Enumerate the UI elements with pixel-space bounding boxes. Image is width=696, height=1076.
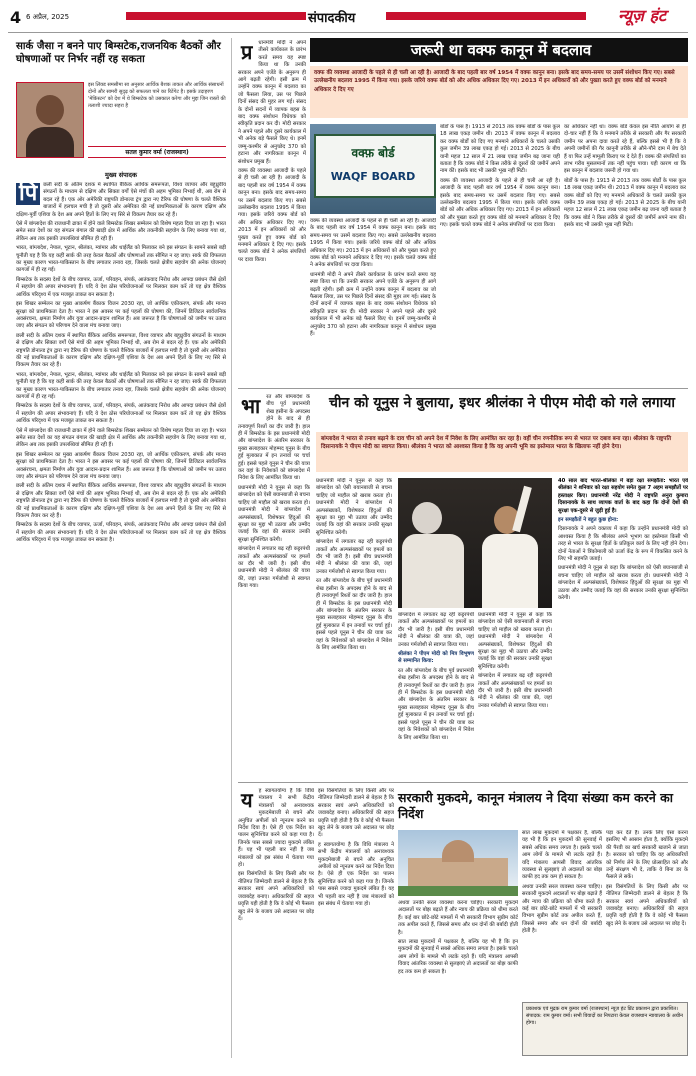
waqf-col-3 — [440, 124, 560, 384]
waqf-deck: वक्फ की व्यवस्था आजादी के पहले से ही चली आ रही है। आजादी के बाद पहली बार वर्ष 1954 में वक्फ कानून बना। इसके बाद समय-समय पर उसमें संशोधन किए गए। सबसे उल्लेखनीय बदलाव 1995 में किया गया। इसके जरिये वक्फ बोर्ड को और अधिक अधिकार दिए गए। 2013 में इन अधिकारों को और पुख्ता करते हुए वक्फ बोर्ड को मनमाने अधिकार दे दिए गए — [310, 66, 688, 118]
courts-col-1-text: ह स्वागतयोग्य है कि विधि मंत्रालय ने सभी केंद्रीय मंत्रालयों को अनावश्यक मुकदमेबाजी से बचने और अनुचित अपीलों को न्यूनतम करने का निर्देश दिया है। ऐसे ही एक निर्देश का पालन सुनिश्चित करने को कहा गया है। जिनके पास सबसे ज्यादा मुकदमे लंबित हैं। यह भी पहली बार नहीं है जब मंत्रालयों को इस संबंध में चेताया गया हो। — [238, 788, 314, 869]
page-date: 6 अप्रैल, 2025 — [26, 13, 70, 21]
waqf-sign-urdu: वक्फ़ बोर्ड — [351, 146, 395, 160]
courts-col-5-text: पड़ा कर देते हैं। उनके लिए ऐसा करना इसलिए भी आसान होता है, क्योंकि मुकदमे की पैरवी का खर्च सरकारी खजाने से जाता है। सरकार को चाहिए कि वह अधिकारियों को निर्णय लेने के लिए प्रोत्साहित करे और उन्हें संरक्षण भी दे, ताकि वे बिना डर के फैसले ले सकें। — [606, 830, 688, 881]
waqf-dropcap: प्र — [241, 40, 253, 64]
waqf-headline: जरूरी था वक्फ कानून में बदलाव — [410, 41, 592, 59]
supreme-court-photo — [398, 830, 518, 896]
left-para-1b: छली सदी के अंतिम दशक में स्थापित बैंकिक आर्थिक समरूपता, विश्व व्यापार और बहुध्रुवीय संगठनों के माध्यम से दक्षिण और सिक्ता वर्गों ऐसे मंचों की अहम भूमिका निभाई थी, अब रोम से बदल रहे हैं। एक ओर अमेरिकी राष्ट्रपति डोनाल्ड ट्रंप द्वारा नए टैरिफ की घोषणा के चलते वैश्विक बाजारों में हलचल मची है तो दूसरी ओर अमेरिका की नई प्राथमिकताओं के कारण दक्षिण और दक्षिण-पूर्वी एशिया के देश अब अपने हितों के लिए नए सिरे से विकल्प तैयार कर रहे हैं। — [16, 332, 226, 369]
waqf-sign-english: WAQF BOARD — [330, 170, 416, 183]
left-para-2b: ऐसे में बांग्लादेश की राजधानी ढाका में होने वाले बिम्सटेक शिखर सम्मेलन को विशेष महत्व दिया जा रहा है। भारत समेत सात देशों का यह संगठन बंगाल की खाड़ी क्षेत्र में आर्थिक और तकनीकी सहयोग के लिए बनाया गया था, लेकिन अब तक इसकी उपलब्धियां सीमित ही रही हैं। — [16, 427, 226, 449]
waqf-col-1 — [238, 40, 306, 382]
courts-col-4 — [522, 830, 602, 996]
header-rule-right — [386, 12, 586, 20]
section-divider-2 — [238, 782, 688, 783]
courts-dropcap: य — [241, 788, 253, 812]
waqf-col-2 — [310, 218, 436, 384]
courts-col-3-more: सात लाख मुकदमों में पक्षकार है, बल्कि यह भी है कि इन मुकदमों की सुनवाई में सबसे अधिक समय लगता है। इसके चलते आम लोगों के मामले भी लटके रहते हैं। यदि मंत्रालय आपसी विवाद आंतरिक व्यवस्था से सुलझाएं तो अदालतों का बोझ काफी हद तक कम हो सकता है। — [398, 939, 518, 975]
china-col-2-more: बांग्लादेश में लगातार बढ़ रही कट्टरपंथी ताकतें और अल्पसंख्यकों पर हमलों का दौर भी जारी है। इसी बीच प्रधानमंत्री मोदी ने श्रीलंका की यात्रा की, जहां उनका गर्मजोशी से स्वागत किया गया। — [316, 539, 392, 575]
china-deck: बांग्लादेश ने भारत से तनाव बढ़ाने के दाव चीन को अपने देश में निवेश के लिए आमंत्रित कर रहा है। वहीं चीन रणनीतिक रूप से भारत पर दबाव बना रहा। श्रीलंका के राष्ट्रपति दिसानायके ने पीएम मोदी का स्वागत किया। श्रीलंका ने भारत को आश्वस्त किया है कि वह अपनी भूमि का इस्तेमाल भारत के खिलाफ नहीं होने देगा। — [316, 432, 688, 472]
left-para-3b: भारत, बांग्लादेश, नेपाल, भूटान, श्रीलंका, म्यांमार और थाईलैंड को मिलाकर बने इस संगठन के सामने सबसे बड़ी चुनौती यह है कि यह कहीं सार्क की तरह केवल बैठकों और घोषणाओं तक सीमित न रह जाए। सार्क की विफलता का मुख्य कारण भारत-पाकिस्तान के बीच लगातार तनाव रहा, जिसके चलते क्षेत्रीय सहयोग की अनेक योजनाएं कागजों में ही रह गईं। — [16, 371, 226, 400]
courts-col-2-more: ह स्वागतयोग्य है कि विधि मंत्रालय ने सभी केंद्रीय मंत्रालयों को अनावश्यक मुकदमेबाजी से बचने और अनुचित अपीलों को न्यूनतम करने का निर्देश दिया है। ऐसे ही एक निर्देश का पालन सुनिश्चित करने को कहा गया है। जिनके पास सबसे ज्यादा मुकदमे लंबित हैं। यह भी पहली बार नहीं है जब मंत्रालयों को इस संबंध में चेताया गया हो। — [318, 841, 394, 908]
dropcap: पि — [16, 183, 40, 205]
china-col-1-text: रत और बांग्लादेश के बीच पूर्व प्रधानमंत्री शेख हसीना के अपदस्थ होने के बाद से ही तनावपूर्ण रिश्तों का दौर जारी है। हाल ही में बिम्सटेक के इस प्रधानमंत्री मोदी और बांग्लादेश के अंतरिम सरकार के मुख्य सलाहकार मोहम्मद यूनुस के बीच हुई मुलाकात में इन तनावों पर चर्चा हुई। इससे पहले यूनुस ने चीन की यात्रा कर वहां के निवेशकों को बांग्लादेश में निवेश के लिए आमंत्रित किया था। — [238, 394, 310, 482]
column-divider — [231, 38, 232, 1058]
waqf-col-1-text: धानमंत्री मोदी ने अपने तीसरे कार्यकाल के प्रारंभ करते समय यह स्पष्ट किया था कि उनकी सरकार अपने एजेंडे के अनुरूप ही आगे बढ़ती रहेगी। इसी क्रम में उन्होंने वक्फ कानून में बदलाव का जो फैसला लिया, उस पर पिछले दिनों संसद की मुहर लग गई। संसद के दोनों सदनों में व्यापक बहस के बाद वक्फ संशोधन विधेयक को स्वीकृति प्रदान कर दी। मोदी सरकार ने अपने पहले और दूसरे कार्यकाल में भी अनेक बड़े फैसले किए थे। इनमें जम्मू-कश्मीर से अनुच्छेद 370 को हटाना और नागरिकता कानून में संशोधन प्रमुख हैं। — [238, 40, 306, 165]
china-col-5-text: 40 साल बाद भारत-श्रीलंका में बड़ा रक्षा समझौता: भारत एवं श्रीलंका ने शनिवार को रक्षा सहयोग समेत कुल 7 अहम समझौतों पर हस्ताक्षर किए। प्रधानमंत्री नरेंद्र मोदी ने राष्ट्रपति अनुरा कुमारा दिसानायके के साथ व्यापक वार्ता के बाद कहा कि दोनों देशों की सुरक्षा एक-दूसरे से जुड़ी हुई है। — [558, 478, 688, 514]
header-rule-left — [126, 12, 306, 20]
left-para-4: बिम्सटेक के सदस्य देशों के बीच व्यापार, ऊर्जा, परिवहन, संपर्क, आतंकवाद निरोध और आपदा प्रबंधन जैसे क्षेत्रों में सहयोग की अपार संभावनाएं हैं। यदि ये देश ठोस परियोजनाओं पर मिलकर काम करें तो यह क्षेत्र वैश्विक आर्थिक परिदृश्य में एक मजबूत ताकत बन सकता है। — [16, 276, 226, 298]
courts-col-3-text: अथवा उनकी सरल व्यवस्था करना चाहिए। सरकारी मुकदमे अदालतों पर बोझ बढ़ाते हैं और न्याय की प्रक्रिया को धीमा करते हैं। कई बार छोटे-छोटे मामलों में भी सरकारी विभाग सुप्रीम कोर्ट तक अपील करते हैं, जिससे समय और धन दोनों की बर्बादी होती है। — [398, 900, 518, 936]
china-subhead-2: इन समझौतों ने बहुत कुछ होना: — [558, 517, 619, 524]
courts-headline: सरकारी मुकदमे, कानून मंत्रालय ने दिया संख्या कम करने का निर्देश — [398, 790, 674, 821]
left-para-4c: बिम्सटेक के सदस्य देशों के बीच व्यापार, ऊर्जा, परिवहन, संपर्क, आतंकवाद निरोध और आपदा प्रबंधन जैसे क्षेत्रों में सहयोग की अपार संभावनाएं हैं। यदि ये देश ठोस परियोजनाओं पर मिलकर काम करें तो यह क्षेत्र वैश्विक आर्थिक परिदृश्य में एक मजबूत ताकत बन सकता है। — [16, 522, 226, 544]
author-bio: इस लिंक्ड समसीमा सा अनुसार आर्थिक बैशक ताकत और आर्थिक संसाधनों दोनों और सामरी सुदृढ़ को सफलता पाने का रिटेंगेट है। इसके उदाहरण 'मेकिंस्टन' को देश में थे बिम्सटेक को उसकाल करेगा और मुद्दा जिन रास्तों की तलाशी ज्यादा सहरा है — [88, 82, 226, 109]
courts-col-4-more: अथवा उनकी सरल व्यवस्था करना चाहिए। सरकारी मुकदमे अदालतों पर बोझ बढ़ाते हैं और न्याय की प्रक्रिया को धीमा करते हैं। कई बार छोटे-छोटे मामलों में भी सरकारी विभाग सुप्रीम कोर्ट तक अपील करते हैं, जिससे समय और धन दोनों की बर्बादी होती है। — [522, 883, 602, 935]
left-para-4b: बिम्सटेक के सदस्य देशों के बीच व्यापार, ऊर्जा, परिवहन, संपर्क, आतंकवाद निरोध और आपदा प्रबंधन जैसे क्षेत्रों में सहयोग की अपार संभावनाएं हैं। यदि ये देश ठोस परियोजनाओं पर मिलकर काम करें तो यह क्षेत्र वैश्विक आर्थिक परिदृश्य में एक मजबूत ताकत बन सकता है। — [16, 403, 226, 425]
china-col-3-more: रत और बांग्लादेश के बीच पूर्व प्रधानमंत्री शेख हसीना के अपदस्थ होने के बाद से ही तनावपूर्ण रिश्तों का दौर जारी है। हाल ही में बिम्सटेक के इस प्रधानमंत्री मोदी और बांग्लादेश के अंतरिम सरकार के मुख्य सलाहकार मोहम्मद यूनुस के बीच हुई मुलाकात में इन तनावों पर चर्चा हुई। इससे पहले यूनुस ने चीन की यात्रा कर वहां के निवेशकों को बांग्लादेश में निवेश के लिए आमंत्रित किया था। — [398, 667, 474, 741]
section-title: संपादकीय — [308, 11, 356, 26]
left-para-5: इस शिखर सम्मेलन का मुख्य आकर्षण बैंकाक विजन 2030 रहा, जो आर्थिक एकीकरण, संपर्क और मानव सुरक्षा को प्राथमिकता देता है। भारत ने इस अवसर पर कई पहलों की घोषणा की, जिनमें डिजिटल सार्वजनिक अवसंरचना, क्षमता निर्माण और युवा आदान-प्रदान शामिल हैं। अब जरूरत है कि घोषणाओं को जमीन पर उतारा जाए और संगठन को परिणाम देने वाला मंच बनाया जाए। — [16, 301, 226, 330]
left-para-1: छली सदी के अंतिम दशक में स्थापित बैंकिक आर्थिक समरूपता, विश्व व्यापार और बहुध्रुवीय संगठनों के माध्यम से दक्षिण और सिक्ता वर्गों ऐसे मंचों की अहम भूमिका निभाई थी, अब रोम से बदल रहे हैं। एक ओर अमेरिकी राष्ट्रपति डोनाल्ड ट्रंप द्वारा नए टैरिफ की घोषणा के चलते वैश्विक बाजारों में हलचल मची है तो दूसरी ओर अमेरिका की नई प्राथमिकताओं के कारण दक्षिण और दक्षिण-पूर्वी एशिया के देश अब अपने हितों के लिए नए सिरे से विकल्प तैयार कर रहे हैं। — [16, 182, 226, 218]
waqf-col-4-more: बोर्डों के पास है। 1913 से 2013 तक वक्फ बोर्डों के पास कुल 18 लाख एकड़ जमीन थी। 2013 में वक्फ कानून में बदलाव कर वक्फ बोर्डों को दिए गए मनमाने अधिकारों के चलते उसकी कुल जमीन 39 लाख एकड़ हो गई। 2013 से 2025 के बीच यानी महज 12 साल में 21 लाख एकड़ जमीन बढ़ जाना यही बताता है कि वक्फ बोर्ड ने किस तरीके से दूसरों की जमीनें अपने नाम कीं। इसके बाद भी उसकी भूख नहीं मिटी। — [564, 177, 686, 229]
china-col-4-more: बांग्लादेश में लगातार बढ़ रही कट्टरपंथी ताकतें और अल्पसंख्यकों पर हमलों का दौर भी जारी है। इसी बीच प्रधानमंत्री मोदी ने श्रीलंका की यात्रा की, जहां उनका गर्मजोशी से स्वागत किया गया। — [478, 673, 552, 709]
china-subhead: श्रीलंका ने पीएम मोदी को मित्र विभूषण से सम्मानित किया: — [398, 651, 474, 665]
courts-col-1 — [238, 788, 314, 1058]
waqf-col-4 — [564, 124, 686, 384]
china-col-2-more2: रत और बांग्लादेश के बीच पूर्व प्रधानमंत्री शेख हसीना के अपदस्थ होने के बाद से ही तनावपूर्ण रिश्तों का दौर जारी है। हाल ही में बिम्सटेक के इस प्रधानमंत्री मोदी और बांग्लादेश के अंतरिम सरकार के मुख्य सलाहकार मोहम्मद यूनुस के बीच हुई मुलाकात में इन तनावों पर चर्चा हुई। इससे पहले यूनुस ने चीन की यात्रा कर वहां के निवेशकों को बांग्लादेश में निवेश के लिए आमंत्रित किया था। — [316, 578, 392, 651]
waqf-board-photo — [310, 124, 436, 214]
china-col-1-more: प्रधानमंत्री मोदी ने यूनुस से कहा कि बांग्लादेश को ऐसी बयानबाजी से बचना चाहिए जो माहौल को खराब करता हो। प्रधानमंत्री मोदी ने बांग्लादेश में अल्पसंख्यकों, विशेषकर हिंदुओं की सुरक्षा का मुद्दा भी उठाया और उम्मीद जताई कि वहां की सरकार उनकी सुरक्षा सुनिश्चित करेगी। — [238, 484, 310, 543]
modi-dissanayake-photo — [398, 478, 552, 608]
china-col-4 — [478, 612, 552, 778]
china-col-2 — [316, 478, 392, 778]
left-body — [16, 182, 226, 1054]
courts-col-4-text: सात लाख मुकदमों में पक्षकार है, बल्कि यह भी है कि इन मुकदमों की सुनवाई में सबसे अधिक समय लगता है। इसके चलते आम लोगों के मामले भी लटके रहते हैं। यदि मंत्रालय आपसी विवाद आंतरिक व्यवस्था से सुलझाएं तो अदालतों का बोझ काफी हद तक कम हो सकता है। — [522, 830, 602, 881]
left-headline: सार्क जैसा न बनने पाए बिम्सटेक,राजनयिक बैठकों और घोषणाओं पर निर्भर नहीं रह सकता — [16, 41, 221, 65]
left-para-3: भारत, बांग्लादेश, नेपाल, भूटान, श्रीलंका, म्यांमार और थाईलैंड को मिलाकर बने इस संगठन के सामने सबसे बड़ी चुनौती यह है कि यह कहीं सार्क की तरह केवल बैठकों और घोषणाओं तक सीमित न रह जाए। सार्क की विफलता का मुख्य कारण भारत-पाकिस्तान के बीच लगातार तनाव रहा, जिसके चलते क्षेत्रीय सहयोग की अनेक योजनाएं कागजों में ही रह गईं। — [16, 245, 226, 274]
waqf-col-2-text: वक्फ की व्यवस्था आजादी के पहले से ही चली आ रही है। आजादी के बाद पहली बार वर्ष 1954 में वक्फ कानून बना। इसके बाद समय-समय पर उसमें बदलाव किए गए। सबसे उल्लेखनीय बदलाव 1995 में किया गया। इसके जरिये वक्फ बोर्ड को और अधिक अधिकार दिए गए। 2013 में इन अधिकारों को और पुख्ता करते हुए वक्फ बोर्ड को मनमाने अधिकार दे दिए गए। इसके चलते वक्फ बोर्ड ने अनेक संपत्तियों पर दावा किया। — [310, 218, 436, 269]
china-col-3-text: बांग्लादेश में लगातार बढ़ रही कट्टरपंथी ताकतें और अल्पसंख्यकों पर हमलों का दौर भी जारी है। इसी बीच प्रधानमंत्री मोदी ने श्रीलंका की यात्रा की, जहां उनका गर्मजोशी से स्वागत किया गया। — [398, 612, 474, 648]
courts-col-1-more: इस विसंगतियों के लिए किसी और पर नीतिगत जिम्मेदारी डालने से बेहतर है कि सरकार स्वयं अपने अधिकारियों को जवाबदेह बनाए। अधिकारियों की सहज प्रवृत्ति यही होती है कि वे कोई भी फैसला खुद लेने के बजाय उसे अदालत पर छोड़ दें। — [238, 871, 314, 922]
china-headline: चीन को यूनुस ने बुलाया, इधर श्रीलंका ने पीएम मोदी को गले लगाया — [328, 395, 676, 411]
left-para-2: ऐसे में बांग्लादेश की राजधानी ढाका में होने वाले बिम्सटेक शिखर सम्मेलन को विशेष महत्व दिया जा रहा है। भारत समेत सात देशों का यह संगठन बंगाल की खाड़ी क्षेत्र में आर्थिक और तकनीकी सहयोग के लिए बनाया गया था, लेकिन अब तक इसकी उपलब्धियां सीमित ही रही हैं। — [16, 221, 226, 242]
page-number: 4 — [10, 8, 22, 27]
china-col-1 — [238, 394, 310, 778]
waqf-col-4-text: का अधिकार नहीं था। वक्फ बोर्ड केवल इस नीति आयोग से ही दो-चार नहीं हैं कि वे मनमाने तरीके से सरकारी और गैर सरकारी जमीन पर अपना दावा करते रहे हैं, बल्कि इससे भी है कि वे अपनी जमीनों की गैर कानूनी तरीके से औने-पौने दाम में बेच देते हैं या फिर उन्हें मामूली किराए पर दे देते हैं। वक्फ की संपत्तियों का लाभ गरीब मुसलमानों तक नहीं पहुंच पाया। यही कारण था कि इस कानून में बदलाव जरूरी हो गया था। — [564, 124, 686, 175]
courts-col-2 — [318, 788, 394, 1058]
masthead-logo: न्यूज़ हंट — [618, 6, 667, 25]
waqf-col-3-text: बोर्डों के पास है। 1913 से 2013 तक वक्फ बोर्डों के पास कुल 18 लाख एकड़ जमीन थी। 2013 में वक्फ कानून में बदलाव कर वक्फ बोर्डों को दिए गए मनमाने अधिकारों के चलते उसकी कुल जमीन 39 लाख एकड़ हो गई। 2013 से 2025 के बीच यानी महज 12 साल में 21 लाख एकड़ जमीन बढ़ जाना यही बताता है कि वक्फ बोर्ड ने किस तरीके से दूसरों की जमीनें अपने नाम कीं। इसके बाद भी उसकी भूख नहीं मिटी। — [440, 124, 560, 175]
courts-col-3 — [398, 900, 518, 1058]
china-col-5-more2: प्रधानमंत्री मोदी ने यूनुस से कहा कि बांग्लादेश को ऐसी बयानबाजी से बचना चाहिए जो माहौल को खराब करता हो। प्रधानमंत्री मोदी ने बांग्लादेश में अल्पसंख्यकों, विशेषकर हिंदुओं की सुरक्षा का मुद्दा भी उठाया और उम्मीद जताई कि वहां की सरकार उनकी सुरक्षा सुनिश्चित करेगी। — [558, 565, 688, 602]
china-col-5 — [558, 478, 688, 778]
china-col-1-more2: बांग्लादेश में लगातार बढ़ रही कट्टरपंथी ताकतें और अल्पसंख्यकों पर हमलों का दौर भी जारी है। इसी बीच प्रधानमंत्री मोदी ने श्रीलंका की यात्रा की, जहां उनका गर्मजोशी से स्वागत किया गया। — [238, 546, 310, 590]
courts-col-5 — [606, 830, 688, 996]
waqf-col-1-more: वक्फ की व्यवस्था आजादी के पहले से ही चली आ रही है। आजादी के बाद पहली बार वर्ष 1954 में वक्फ कानून बना। इसके बाद समय-समय पर उसमें बदलाव किए गए। सबसे उल्लेखनीय बदलाव 1995 में किया गया। इसके जरिये वक्फ बोर्ड को और अधिक अधिकार दिए गए। 2013 में इन अधिकारों को और पुख्ता करते हुए वक्फ बोर्ड को मनमाने अधिकार दे दिए गए। इसके चलते वक्फ बोर्ड ने अनेक संपत्तियों पर दावा किया। — [238, 167, 306, 263]
courts-col-5-more: इस विसंगतियों के लिए किसी और पर नीतिगत जिम्मेदारी डालने से बेहतर है कि सरकार स्वयं अपने अधिकारियों को जवाबदेह बनाए। अधिकारियों की सहज प्रवृत्ति यही होती है कि वे कोई भी फैसला खुद लेने के बजाय उसे अदालत पर छोड़ दें। — [606, 883, 688, 927]
section-divider-1 — [238, 388, 688, 389]
china-col-2-text: प्रधानमंत्री मोदी ने यूनुस से कहा कि बांग्लादेश को ऐसी बयानबाजी से बचना चाहिए जो माहौल को खराब करता हो। प्रधानमंत्री मोदी ने बांग्लादेश में अल्पसंख्यकों, विशेषकर हिंदुओं की सुरक्षा का मुद्दा भी उठाया और उम्मीद जताई कि वहां की सरकार उनकी सुरक्षा सुनिश्चित करेगी। — [316, 478, 392, 536]
author-label: मुख्य संपादक — [105, 171, 137, 179]
imprint-box: प्रकाशक एवं मुद्रक राम कुमार वर्मा (राजस्थान) न्यूज़ हंट प्रिंट प्रकाशन द्वारा प्रकाशित। संपादक: राम कुमार वर्मा। सभी विवादों का निपटारा केवल राजस्थान न्यायालय के अधीन होगा। — [522, 1002, 688, 1056]
china-col-5-more: दिसानायके ने अपने वक्तव्य में कहा कि उन्होंने प्रधानमंत्री मोदी को आश्वस्त किया है कि श्रीलंका अपने भूभाग का इस्तेमाल किसी भी तरह से भारत के सुरक्षा हितों के प्रतिकूल कार्य के लिए नहीं होने देगा। दोनों नेताओं ने त्रिंकोमाली को ऊर्जा केंद्र के रूप में विकसित करने के लिए भी सहमति जताई। — [558, 526, 688, 563]
left-para-1c: छली सदी के अंतिम दशक में स्थापित बैंकिक आर्थिक समरूपता, विश्व व्यापार और बहुध्रुवीय संगठनों के माध्यम से दक्षिण और सिक्ता वर्गों ऐसे मंचों की अहम भूमिका निभाई थी, अब रोम से बदल रहे हैं। एक ओर अमेरिकी राष्ट्रपति डोनाल्ड ट्रंप द्वारा नए टैरिफ की घोषणा के चलते वैश्विक बाजारों में हलचल मची है तो दूसरी ओर अमेरिका की नई प्राथमिकताओं के कारण दक्षिण और दक्षिण-पूर्वी एशिया के देश अब अपने हितों के लिए नए सिरे से विकल्प तैयार कर रहे हैं। — [16, 483, 226, 520]
page-header — [8, 6, 688, 32]
left-para-5b: इस शिखर सम्मेलन का मुख्य आकर्षण बैंकाक विजन 2030 रहा, जो आर्थिक एकीकरण, संपर्क और मानव सुरक्षा को प्राथमिकता देता है। भारत ने इस अवसर पर कई पहलों की घोषणा की, जिनमें डिजिटल सार्वजनिक अवसंरचना, क्षमता निर्माण और युवा आदान-प्रदान शामिल हैं। अब जरूरत है कि घोषणाओं को जमीन पर उतारा जाए और संगठन को परिणाम देने वाला मंच बनाया जाए। — [16, 451, 226, 481]
author-photo — [16, 82, 84, 158]
waqf-col-3-more: वक्फ की व्यवस्था आजादी के पहले से ही चली आ रही है। आजादी के बाद पहली बार वर्ष 1954 में वक्फ कानून बना। इसके बाद समय-समय पर उसमें बदलाव किए गए। सबसे उल्लेखनीय बदलाव 1995 में किया गया। इसके जरिये वक्फ बोर्ड को और अधिक अधिकार दिए गए। 2013 में इन अधिकारों को और पुख्ता करते हुए वक्फ बोर्ड को मनमाने अधिकार दे दिए गए। इसके चलते वक्फ बोर्ड ने अनेक संपत्तियों पर दावा किया। — [440, 177, 560, 229]
china-dropcap: भा — [241, 394, 261, 418]
header-divider — [8, 32, 688, 33]
china-col-3 — [398, 612, 474, 778]
courts-col-2-text: इस विसंगतियों के लिए किसी और पर नीतिगत जिम्मेदारी डालने से बेहतर है कि सरकार स्वयं अपने अधिकारियों को जवाबदेह बनाए। अधिकारियों की सहज प्रवृत्ति यही होती है कि वे कोई भी फैसला खुद लेने के बजाय उसे अदालत पर छोड़ दें। — [318, 788, 394, 839]
author-name: सतल कुमार वर्मा (राजस्थान) — [88, 146, 226, 158]
waqf-col-2-more: धानमंत्री मोदी ने अपने तीसरे कार्यकाल के प्रारंभ करते समय यह स्पष्ट किया था कि उनकी सरकार अपने एजेंडे के अनुरूप ही आगे बढ़ती रहेगी। इसी क्रम में उन्होंने वक्फ कानून में बदलाव का जो फैसला लिया, उस पर पिछले दिनों संसद की मुहर लग गई। संसद के दोनों सदनों में व्यापक बहस के बाद वक्फ संशोधन विधेयक को स्वीकृति प्रदान कर दी। मोदी सरकार ने अपने पहले और दूसरे कार्यकाल में भी अनेक बड़े फैसले किए थे। इनमें जम्मू-कश्मीर से अनुच्छेद 370 को हटाना और नागरिकता कानून में संशोधन प्रमुख हैं। — [310, 271, 436, 338]
china-col-4-text: प्रधानमंत्री मोदी ने यूनुस से कहा कि बांग्लादेश को ऐसी बयानबाजी से बचना चाहिए जो माहौल को खराब करता हो। प्रधानमंत्री मोदी ने बांग्लादेश में अल्पसंख्यकों, विशेषकर हिंदुओं की सुरक्षा का मुद्दा भी उठाया और उम्मीद जताई कि वहां की सरकार उनकी सुरक्षा सुनिश्चित करेगी। — [478, 612, 552, 670]
